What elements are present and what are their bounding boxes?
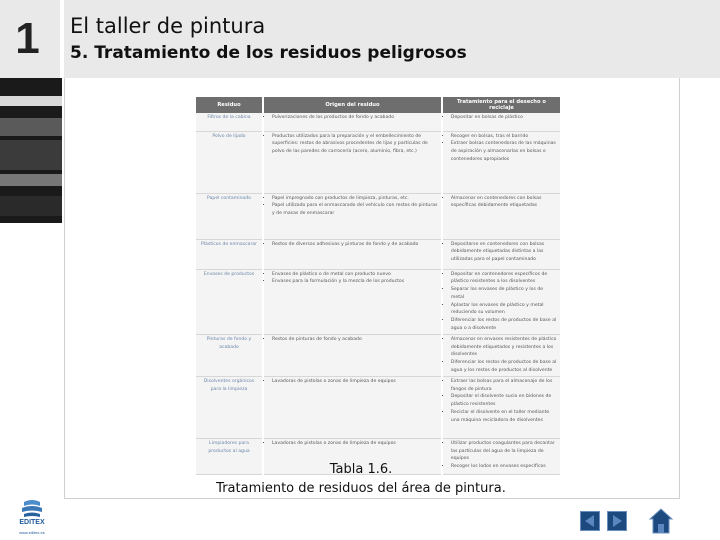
origen-list (267, 271, 438, 287)
table (196, 97, 562, 475)
origen-item: ▪ Pulverizaciones de los productos de fondo y acabado (272, 114, 438, 122)
tratamiento-list (446, 114, 557, 122)
caption-line-1: Tabla 1.6. (329, 462, 393, 477)
tratamiento-item: ▪ Diferenciar los restos de productos de base al agua y los restos de productos al disolvente (451, 359, 557, 375)
tratamiento-list (446, 378, 557, 425)
logo-text: EDITEX (19, 519, 45, 526)
cell-tratamiento (442, 334, 561, 376)
tratamiento-item: ▪ Aplastar los envases de plástico y metal reduciendo su volumen (451, 302, 557, 318)
origen-item: ▪ Papel utilizado para el enmascarado del vehículo con restos de pinturas y de masas de enmascarar (272, 202, 438, 218)
cell-origen (263, 239, 442, 269)
table-row (196, 334, 561, 376)
table-header-row (196, 97, 561, 113)
cell-residuo: Polvo de lijado (196, 131, 263, 193)
origen-item: ▪ Productos utilizados para la preparación y el embellecimiento de superficies: restos de abrasivos procedentes de lijas y partículas de polvo de las paredes de carrocería (acero, aluminio, fibra, etc.) (272, 133, 438, 156)
tratamiento-list (446, 271, 557, 333)
cell-residuo: Envases de productos (196, 269, 263, 334)
chapter-number: 1 (15, 14, 40, 63)
cell-residuo: Plásticos de enmascarar (196, 239, 263, 269)
origen-list (267, 133, 438, 156)
tratamiento-item: ▪ Recoger en bolsas, tras el barrido (451, 133, 557, 141)
column-header-residuo: Residuo (196, 97, 263, 113)
tratamiento-list (446, 241, 557, 264)
tratamiento-list (446, 195, 557, 211)
cell-origen (263, 113, 442, 131)
origen-item: ▪ Restos de pinturas de fondo y acabado (272, 336, 438, 344)
origen-item: ▪ Envases de plástico o de metal con producto nuevo (272, 271, 438, 279)
tratamiento-item: ▪ Depositar en bolsas de plástico (451, 114, 557, 122)
cell-residuo: Disolventes orgánicos para la limpieza (196, 376, 263, 438)
table-row (196, 239, 561, 269)
cell-tratamiento (442, 193, 561, 239)
slide-title: El taller de pintura (70, 14, 266, 38)
tratamiento-item: ▪ Depositar el disolvente sucio en bidones de plástico resistentes (451, 393, 557, 409)
origen-item: ▪ Papel impregnado con productos de limpieza, pinturas, etc. (272, 195, 438, 203)
workshop-photo (0, 78, 62, 223)
cell-tratamiento (442, 269, 561, 334)
table-row (196, 113, 561, 131)
origen-item: ▪ Restos de diversas adhesivas y pinturas de fondo y de acabado (272, 241, 438, 249)
cell-tratamiento (442, 113, 561, 131)
cell-residuo: Papel contaminado (196, 193, 263, 239)
home-icon (648, 507, 674, 535)
next-button[interactable] (607, 511, 627, 531)
origen-list (267, 241, 438, 249)
tratamiento-item: ▪ Almacenar en envases resistentes de plástico debidamente etiquetados y resistentes a los disolventes (451, 336, 557, 359)
column-header-tratamiento: Tratamiento para el desecho o reciclaje (442, 97, 561, 113)
cell-origen (263, 376, 442, 438)
tratamiento-item: ▪ Depositar en contenedores específicos de plástico resistentes a los disolventes (451, 271, 557, 287)
cell-residuo: Limpiadores para productos al agua (196, 438, 263, 474)
tratamiento-list (446, 336, 557, 375)
tratamiento-item: ▪ Diferenciar los restos de productos de base al agua o a disolvente (451, 317, 557, 333)
cell-tratamiento (442, 131, 561, 193)
home-button[interactable] (648, 507, 674, 535)
origen-list (267, 336, 438, 344)
triangle-left-icon (581, 512, 599, 530)
column-header-origen: Origen del residuo (263, 97, 442, 113)
slide-header (0, 0, 720, 78)
cell-tratamiento (442, 239, 561, 269)
previous-button[interactable] (580, 511, 600, 531)
table-caption (196, 460, 526, 498)
caption-line-2: Tratamiento de residuos del área de pintura. (216, 481, 506, 496)
tratamiento-item: ▪ Recoger los lodos en envases específicos (451, 463, 557, 471)
cell-origen (263, 334, 442, 376)
origen-item: ▪ Envases para la formulación y la mezcla de los productos (272, 278, 438, 286)
origen-item: ▪ Lavadoras de pistolas o zonas de limpieza de equipos (272, 440, 438, 448)
tratamiento-item: ▪ Reciclar el disolvente en el taller mediante una máquina recicladora de disolventes (451, 409, 557, 425)
tratamiento-item: ▪ Separar los envases de plástico y los de metal (451, 286, 557, 302)
origen-list (267, 440, 438, 448)
table-row (196, 131, 561, 193)
header-divider (60, 0, 64, 78)
tratamiento-list (446, 133, 557, 164)
table-row (196, 376, 561, 438)
tratamiento-item: ▪ Almacenar en contenedores con bolsas específicas debidamente etiquetadas (451, 195, 557, 211)
cell-residuo: Filtros de la cabina (196, 113, 263, 131)
triangle-right-icon (608, 512, 626, 530)
origen-list (267, 114, 438, 122)
origen-list (267, 378, 438, 386)
tratamiento-item: ▪ Extraer bolsas contenedoras de las máquinas de aspiración y almacenarlas en bolsas o contenedores apropiados (451, 140, 557, 163)
slide-subtitle: 5. Tratamiento de los residuos peligrosos (70, 43, 467, 63)
origen-item: ▪ Lavadoras de pistolas o zonas de limpieza de equipos (272, 378, 438, 386)
origen-list (267, 195, 438, 218)
logo-url: www.editex.es (19, 530, 45, 535)
table-row (196, 193, 561, 239)
tratamiento-item: ▪ Depositarse en contenedores con bolsas debidamente etiquetadas distintas a las utilizadas para el papel contaminado (451, 241, 557, 264)
tratamiento-item: ▪ Extraer las bolsas para el almacenaje de los fangos de pintura (451, 378, 557, 394)
cell-origen (263, 131, 442, 193)
cell-tratamiento (442, 376, 561, 438)
table-row (196, 269, 561, 334)
cell-residuo: Pinturas de fondo y acabado (196, 334, 263, 376)
tratamiento-item: ▪ Utilizar productos coagulantes para decantar las partículas del agua de la limpieza de equipos (451, 440, 557, 463)
cell-origen (263, 269, 442, 334)
cell-origen (263, 193, 442, 239)
